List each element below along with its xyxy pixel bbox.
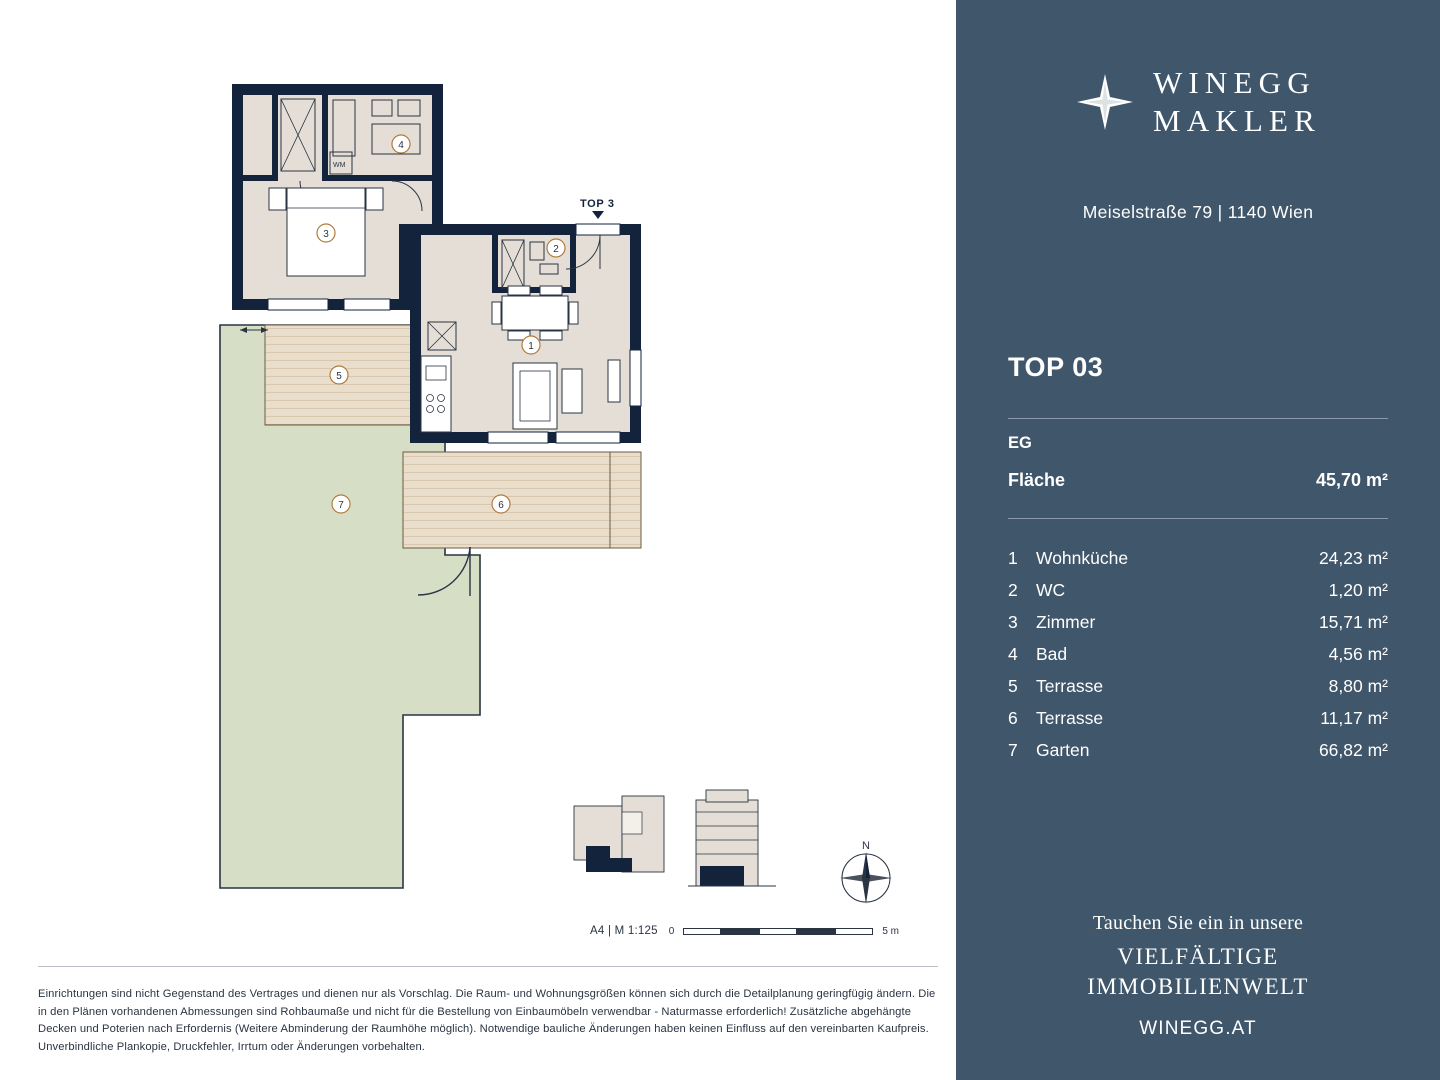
svg-text:5: 5 [336,371,342,382]
svg-text:2: 2 [553,244,559,255]
room-name: Bad [1036,644,1068,664]
site-plan-block [574,796,664,872]
shelf-symbol [608,360,620,402]
svg-text:3: 3 [323,229,329,240]
coffee-table-symbol [562,369,582,413]
top3-plan-label: TOP 3 [580,198,615,210]
top3-arrow-icon [592,211,604,219]
room-marker-5 [330,366,348,384]
info-panel [956,0,1440,1080]
brand-line-1: WINEGG [1152,65,1316,100]
scale-graphic [683,927,873,936]
terrace-6-deck [403,452,641,548]
brand-wordmark [1153,64,1321,140]
room-marker-3 [317,224,335,242]
room-area: 24,23 m² [1318,548,1388,568]
scale-end-label: 5 m [882,925,899,937]
nightstand-2-symbol [366,188,383,210]
window-living-1 [488,432,548,443]
scale-label: A4 | M 1:125 [590,925,658,937]
footer-line-3: IMMOBILIENWELT [1087,974,1309,999]
footer-line-1: Tauchen Sie ein in unsere [1092,912,1304,934]
room-number: 1 [1008,548,1018,568]
room-number: 6 [1008,708,1018,728]
room-area: 11,17 m² [1320,708,1388,728]
room-list [1008,548,1388,772]
wall-wc-right [570,235,576,293]
window-zimmer-2 [344,299,390,310]
brand-line-2: MAKLER [1152,103,1322,138]
total-area-label: Fläche [1008,470,1066,490]
scale-start-label: 0 [668,925,675,937]
site-plan-elevation [688,790,776,886]
room-list-item [1008,644,1388,676]
divider-bottom [1008,518,1388,519]
wall-bath-bottom [328,175,432,181]
room-name: Zimmer [1036,612,1096,632]
unit-title: TOP 03 [1008,352,1104,382]
dining-table-symbol [502,296,568,330]
room-list-item [1008,612,1388,644]
room-name: WC [1036,580,1066,600]
room-list-item [1008,740,1388,772]
footer-line-2: VIELFÄLTIGE [1117,944,1279,969]
window-zimmer-1 [268,299,328,310]
room-marker-6 [492,495,510,513]
kitchen-counter-symbol [421,356,451,432]
washing-machine-label: WM [333,162,346,169]
footer-divider [38,966,938,967]
compass-north-label: N [862,840,870,852]
room-marker-2 [547,239,565,257]
svg-text:4: 4 [398,140,404,151]
disclaimer-text: Einrichtungen sind nicht Gegenstand des Vertrages und dienen nur als Vorschlag. Die Raum- und Wohnungsgrößen können sich durch die Detailplanung geringfügig ändern. Die in den Plänen vorhandenen Abmessungen sind Rohbaumaße und nicht für die Bestellung von Einbaumöbeln verwendbar - Naturmasse erforderlich! Zusätzliche abgehängte Decken und Poterien nach Erfordernis (Weitere Abminderung der Raumhöhe möglich). Notwendige bauliche Änderungen haben keinen Einfluss auf den vereinbarten Kaufpreis. Unverbindliche Plankopie, Druckfehler, Irrtum oder Änderungen vorbehalten. [38,988,936,1053]
room-list-item [1008,548,1388,580]
room-area: 1,20 m² [1328,580,1388,600]
scale-bar [590,925,899,937]
room-number: 4 [1008,644,1018,664]
room-list-item [1008,580,1388,612]
four-point-star-icon [1075,72,1135,132]
room-name: Terrasse [1036,708,1104,728]
window-living-2 [556,432,620,443]
wall-hall-bottom [243,175,278,181]
room-name: Terrasse [1036,676,1104,696]
room-number: 3 [1008,612,1018,632]
room-list-item [1008,676,1388,708]
room-area: 4,56 m² [1328,644,1388,664]
room-area: 8,80 m² [1328,676,1388,696]
room-area: 66,82 m² [1318,740,1388,760]
compass-rose [832,840,900,920]
room-area: 15,71 m² [1318,612,1388,632]
sofa-symbol [513,363,557,429]
panel-footer [956,912,1440,1040]
room-number: 2 [1008,580,1018,600]
svg-text:1: 1 [528,341,534,352]
footer-website[interactable]: WINEGG.AT [1139,1018,1257,1039]
room-number: 7 [1008,740,1018,760]
nightstand-symbol [269,188,286,210]
wall-wc-left [492,235,498,293]
room-number: 5 [1008,676,1018,696]
floor-label: EG [1008,434,1032,452]
total-area-value: 45,70 m² [1315,470,1388,490]
room-list-item [1008,708,1388,740]
room-marker-1 [522,336,540,354]
brand-lockup [956,64,1440,140]
room-marker-7 [332,495,350,513]
total-area-row [1008,470,1388,491]
svg-text:7: 7 [338,500,344,511]
entry-door-opening [576,224,620,235]
wall-bath-left [322,95,328,181]
window-living-3 [630,350,641,406]
room-name: Wohnküche [1036,548,1129,568]
divider-top [1008,418,1388,419]
room-marker-4 [392,135,410,153]
property-address: Meiselstraße 79 | 1140 Wien [1082,202,1314,222]
svg-text:6: 6 [498,500,504,511]
wall-hall-left [272,95,278,181]
room-name: Garten [1036,740,1090,760]
